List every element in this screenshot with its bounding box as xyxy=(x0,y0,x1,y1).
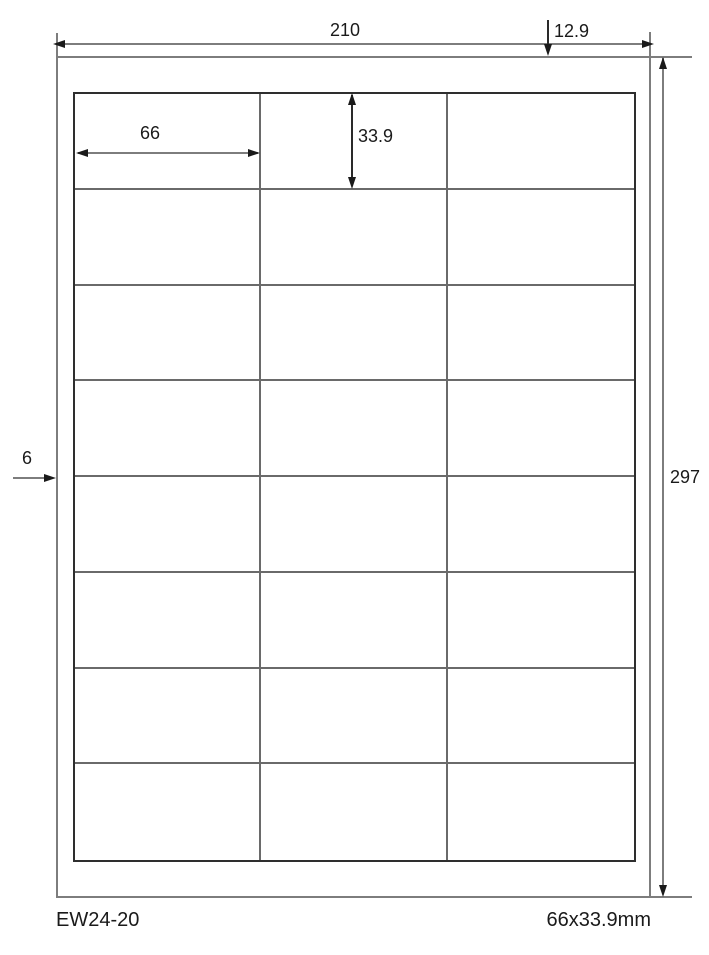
label-cell xyxy=(75,573,261,669)
arrowhead-down-icon xyxy=(659,885,667,897)
label-cell xyxy=(75,286,261,382)
arrowhead-down-icon xyxy=(348,177,356,189)
label-cell xyxy=(448,190,634,286)
label-cell xyxy=(261,286,447,382)
label-cell xyxy=(261,477,447,573)
label-cell xyxy=(75,381,261,477)
label-cell xyxy=(448,381,634,477)
dim-label-top-offset: 12.9 xyxy=(554,21,590,41)
dim-label-page-height: 297 xyxy=(670,467,701,487)
arrowhead-right-icon xyxy=(248,149,260,157)
label-cell xyxy=(261,669,447,765)
label-cell xyxy=(261,573,447,669)
extension-line-top-right xyxy=(651,56,692,58)
dim-line-label-height xyxy=(351,95,353,179)
dim-label-side-margin: 6 xyxy=(21,448,32,468)
dim-label-label-height: 33.9 xyxy=(358,126,394,146)
label-cell xyxy=(448,286,634,382)
arrowhead-right-icon xyxy=(642,40,654,48)
label-cell xyxy=(448,94,634,190)
label-grid xyxy=(73,92,636,862)
label-cell xyxy=(448,573,634,669)
product-code-label: EW24-20 xyxy=(56,909,140,931)
label-cell xyxy=(261,190,447,286)
label-cell xyxy=(448,764,634,860)
arrowhead-up-icon xyxy=(659,57,667,69)
arrowhead-up-icon xyxy=(348,93,356,105)
dim-line-page-width xyxy=(56,43,649,45)
arrowhead-right-icon xyxy=(44,474,56,482)
label-cell xyxy=(75,764,261,860)
label-cell xyxy=(75,190,261,286)
dim-label-page-width: 210 xyxy=(329,20,361,40)
dim-line-side-margin xyxy=(13,477,47,479)
arrowhead-left-icon xyxy=(76,149,88,157)
dim-line-top-offset xyxy=(547,20,549,46)
label-cell xyxy=(448,477,634,573)
label-cell xyxy=(75,669,261,765)
arrowhead-down-icon xyxy=(544,44,552,56)
label-cell xyxy=(75,477,261,573)
label-cell xyxy=(261,764,447,860)
label-cell xyxy=(261,94,447,190)
dim-line-page-height xyxy=(662,58,664,888)
label-cell xyxy=(261,381,447,477)
dim-label-label-width: 66 xyxy=(139,123,161,143)
label-cell xyxy=(448,669,634,765)
extension-line-bottom-right xyxy=(651,896,692,898)
dim-line-label-width xyxy=(78,152,258,154)
arrowhead-left-icon xyxy=(53,40,65,48)
label-size-label: 66x33.9mm xyxy=(546,909,651,931)
